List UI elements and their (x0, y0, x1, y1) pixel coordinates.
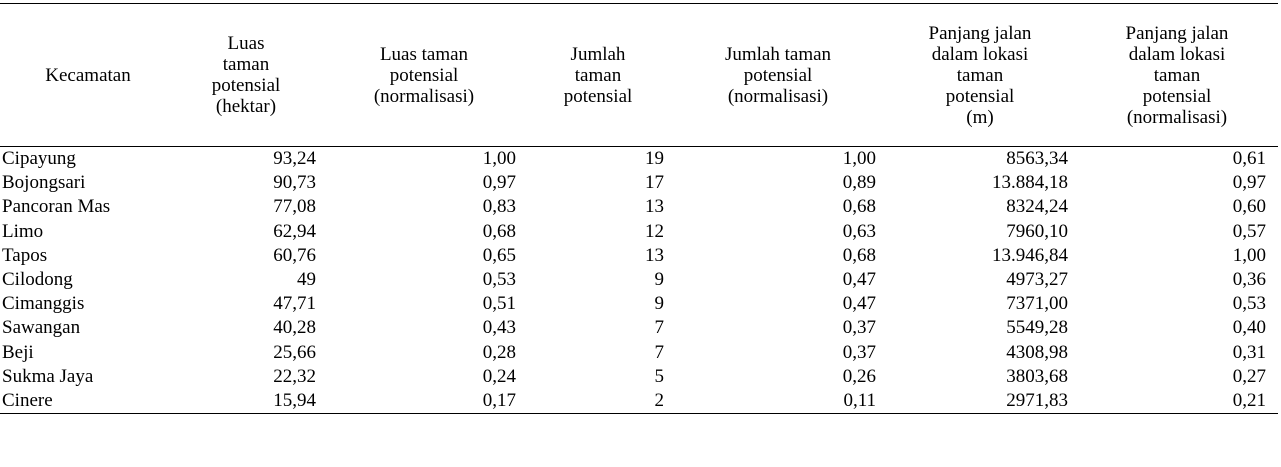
value-cell: 1,00 (842, 148, 876, 170)
table-body (0, 147, 1278, 414)
table-row (0, 268, 1278, 292)
value-cell: 0,28 (482, 341, 516, 363)
header-row (0, 4, 1278, 147)
value-cell: 0,89 (842, 172, 876, 194)
value-cell: 17 (645, 172, 664, 194)
value-cell: 0,47 (842, 293, 876, 315)
value-cell: 9 (654, 269, 664, 291)
data-table (0, 3, 1278, 414)
value-cell: 49 (297, 269, 316, 291)
value-cell: 7371,00 (1006, 293, 1068, 315)
value-cell: 4973,27 (1006, 269, 1068, 291)
value-cell: 0,68 (842, 244, 876, 266)
district-name-cell: Cilodong (2, 269, 73, 291)
value-cell: 12 (645, 220, 664, 242)
value-cell: 0,97 (1232, 172, 1266, 194)
value-cell: 0,57 (1232, 220, 1266, 242)
value-cell: 1,00 (482, 148, 516, 170)
value-cell: 47,71 (273, 293, 316, 315)
value-cell: 19 (645, 148, 664, 170)
column-header: Jumlah taman potensial (normalisasi) (724, 43, 832, 107)
column-header: Kecamatan (45, 64, 131, 86)
value-cell: 5 (654, 365, 664, 387)
value-cell: 0,61 (1232, 148, 1266, 170)
value-cell: 0,27 (1232, 365, 1266, 387)
district-name-cell: Limo (2, 220, 44, 242)
district-name-cell: Cimanggis (2, 293, 85, 315)
table-row (0, 292, 1278, 316)
value-cell: 0,21 (1232, 389, 1266, 411)
column-header: Panjang jalan dalam lokasi taman potensial (m) (928, 22, 1032, 128)
value-cell: 62,94 (273, 220, 316, 242)
value-cell: 0,24 (482, 365, 516, 387)
district-name-cell: Tapos (2, 244, 48, 266)
value-cell: 9 (654, 293, 664, 315)
value-cell: 8563,34 (1006, 148, 1068, 170)
district-name-cell: Sawangan (2, 317, 81, 339)
value-cell: 0,97 (482, 172, 516, 194)
value-cell: 3803,68 (1006, 365, 1068, 387)
value-cell: 0,40 (1232, 317, 1266, 339)
column-header: Jumlah taman potensial (563, 43, 633, 107)
value-cell: 7 (654, 341, 664, 363)
value-cell: 4308,98 (1006, 341, 1068, 363)
value-cell: 13 (645, 196, 664, 218)
value-cell: 0,47 (842, 269, 876, 291)
table-row (0, 220, 1278, 244)
value-cell: 93,24 (273, 148, 316, 170)
district-name-cell: Cipayung (2, 148, 76, 170)
value-cell: 0,37 (842, 341, 876, 363)
value-cell: 0,17 (482, 389, 516, 411)
value-cell: 0,53 (1232, 293, 1266, 315)
value-cell: 0,53 (482, 269, 516, 291)
district-name-cell: Beji (2, 341, 34, 363)
value-cell: 0,83 (482, 196, 516, 218)
value-cell: 0,11 (843, 389, 876, 411)
value-cell: 77,08 (273, 196, 316, 218)
value-cell: 60,76 (273, 244, 316, 266)
value-cell: 2971,83 (1006, 389, 1068, 411)
value-cell: 0,37 (842, 317, 876, 339)
value-cell: 0,31 (1232, 341, 1266, 363)
value-cell: 0,43 (482, 317, 516, 339)
value-cell: 25,66 (273, 341, 316, 363)
column-header: Luas taman potensial (hektar) (211, 33, 281, 117)
value-cell: 15,94 (273, 389, 316, 411)
table-row (0, 244, 1278, 268)
value-cell: 40,28 (273, 317, 316, 339)
value-cell: 0,63 (842, 220, 876, 242)
value-cell: 8324,24 (1006, 196, 1068, 218)
value-cell: 0,65 (482, 244, 516, 266)
value-cell: 0,51 (482, 293, 516, 315)
value-cell: 0,26 (842, 365, 876, 387)
value-cell: 13.884,18 (992, 172, 1068, 194)
value-cell: 13.946,84 (992, 244, 1068, 266)
value-cell: 1,00 (1232, 244, 1266, 266)
district-name-cell: Cinere (2, 389, 53, 411)
table-header (0, 4, 1278, 147)
table-row (0, 147, 1278, 172)
value-cell: 0,68 (482, 220, 516, 242)
district-name-cell: Bojongsari (2, 172, 86, 194)
value-cell: 0,60 (1232, 196, 1266, 218)
value-cell: 7960,10 (1006, 220, 1068, 242)
value-cell: 7 (654, 317, 664, 339)
district-name-cell: Sukma Jaya (2, 365, 94, 387)
column-header: Panjang jalan dalam lokasi taman potensial (normalisasi) (1125, 22, 1229, 128)
table-row (0, 365, 1278, 389)
value-cell: 22,32 (273, 365, 316, 387)
table-row (0, 389, 1278, 414)
table-row (0, 171, 1278, 195)
value-cell: 90,73 (273, 172, 316, 194)
value-cell: 13 (645, 244, 664, 266)
value-cell: 5549,28 (1006, 317, 1068, 339)
value-cell: 0,68 (842, 196, 876, 218)
district-name-cell: Pancoran Mas (2, 196, 111, 218)
value-cell: 2 (654, 389, 664, 411)
column-header: Luas taman potensial (normalisasi) (373, 43, 475, 107)
table-row (0, 195, 1278, 219)
table-row (0, 341, 1278, 365)
table-row (0, 316, 1278, 340)
value-cell: 0,36 (1232, 269, 1266, 291)
